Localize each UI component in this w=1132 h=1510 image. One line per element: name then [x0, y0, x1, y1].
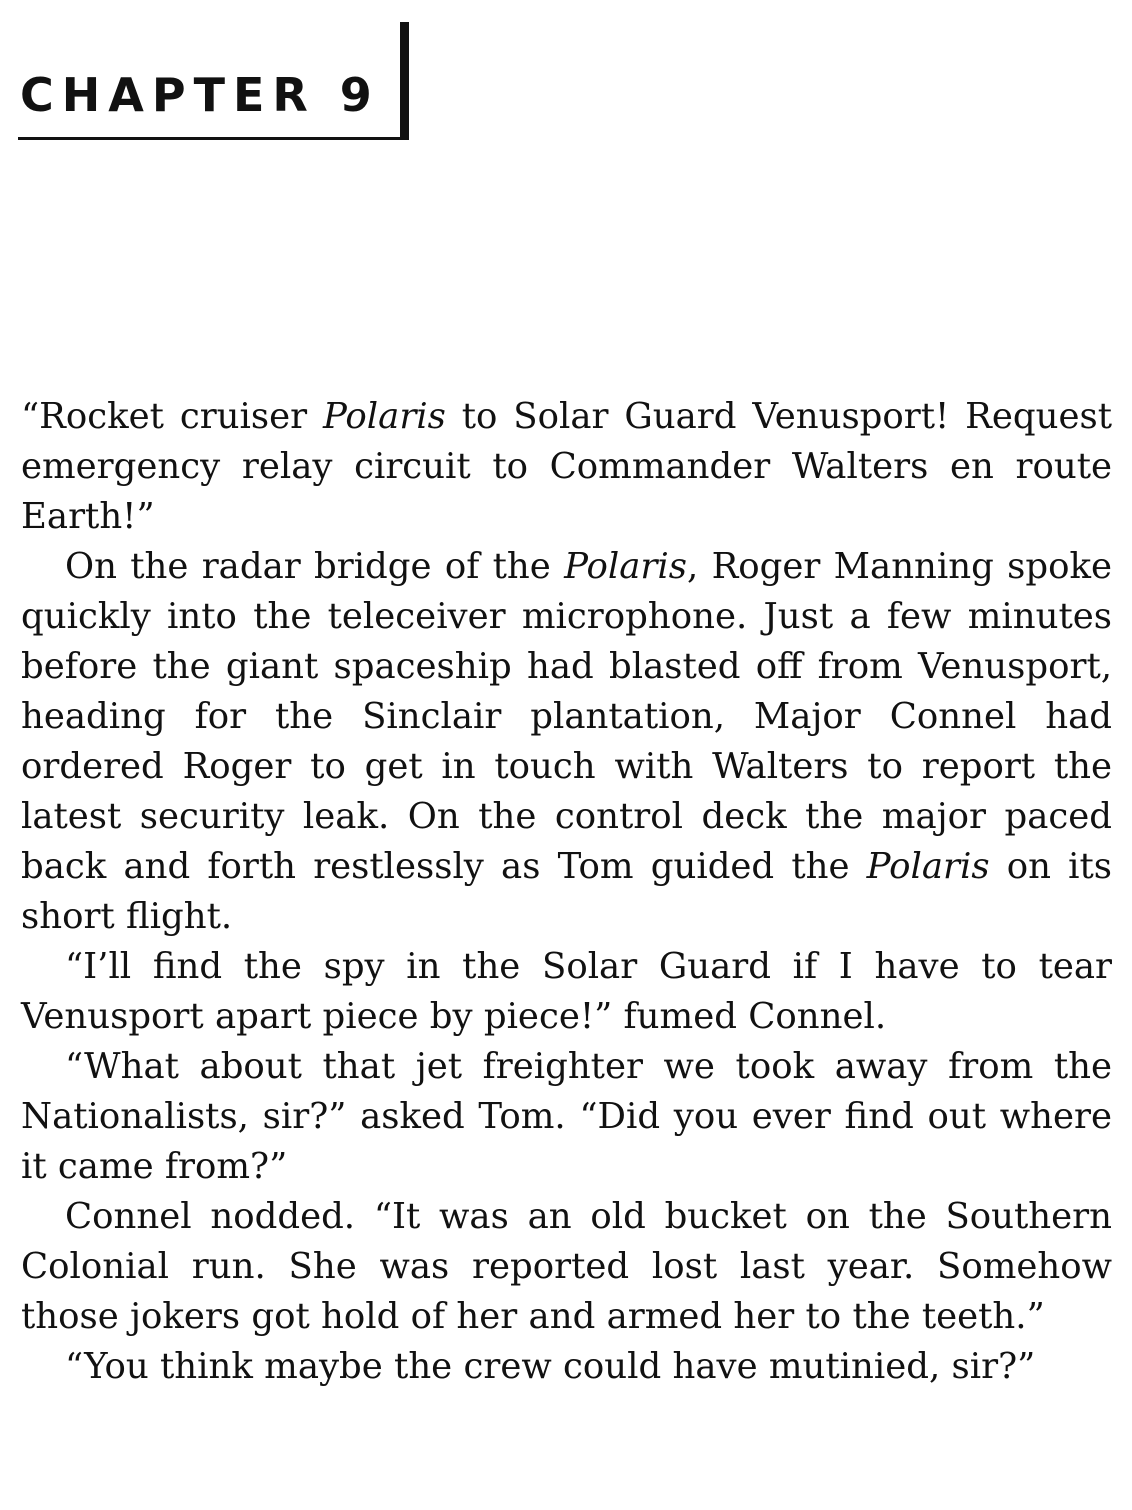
ship-name: Polaris [322, 396, 446, 437]
chapter-body [21, 392, 1112, 1392]
paragraph [21, 392, 1112, 542]
paragraph-text: on its short flight. [21, 846, 1112, 937]
paragraph-text: On the radar bridge of the [65, 546, 565, 587]
chapter-heading-box [18, 22, 409, 140]
paragraph: “I’ll find the spy in the Solar Guard if I have to tear Venusport apart piece by piece!” fumed Connel. [21, 946, 1112, 1037]
paragraph-text: “Rocket cruiser [21, 396, 323, 437]
paragraph-text: , Roger Manning spoke quickly into the teleceiver microphone. Just a few minutes before the giant spaceship had blasted off from Venusport, heading for the Sinclair plantation, Major Connel had ordered Roger to get in touch with Walters to report the latest security leak. On the control deck the major paced back and forth restlessly as Tom guided the [21, 546, 1113, 887]
paragraph: “What about that jet freighter we took away from the Nationalists, sir?” asked Tom. “Did you ever find out where it came from?” [21, 1046, 1112, 1187]
paragraph: Connel nodded. “It was an old bucket on the Southern Colonial run. She was reported lost last year. Somehow those jokers got hold of her and armed her to the teeth.” [21, 1196, 1112, 1337]
ship-name: Polaris [564, 546, 687, 587]
chapter-heading-bar [400, 22, 409, 140]
chapter-title: CHAPTER 9 [20, 68, 380, 122]
paragraph-text: to Solar Guard Venusport! Request emergency relay circuit to Commander Walters en route Earth!” [21, 396, 1112, 537]
paragraph [21, 542, 1112, 942]
paragraph: “You think maybe the crew could have mutinied, sir?” [65, 1346, 1036, 1387]
ship-name: Polaris [866, 846, 990, 887]
